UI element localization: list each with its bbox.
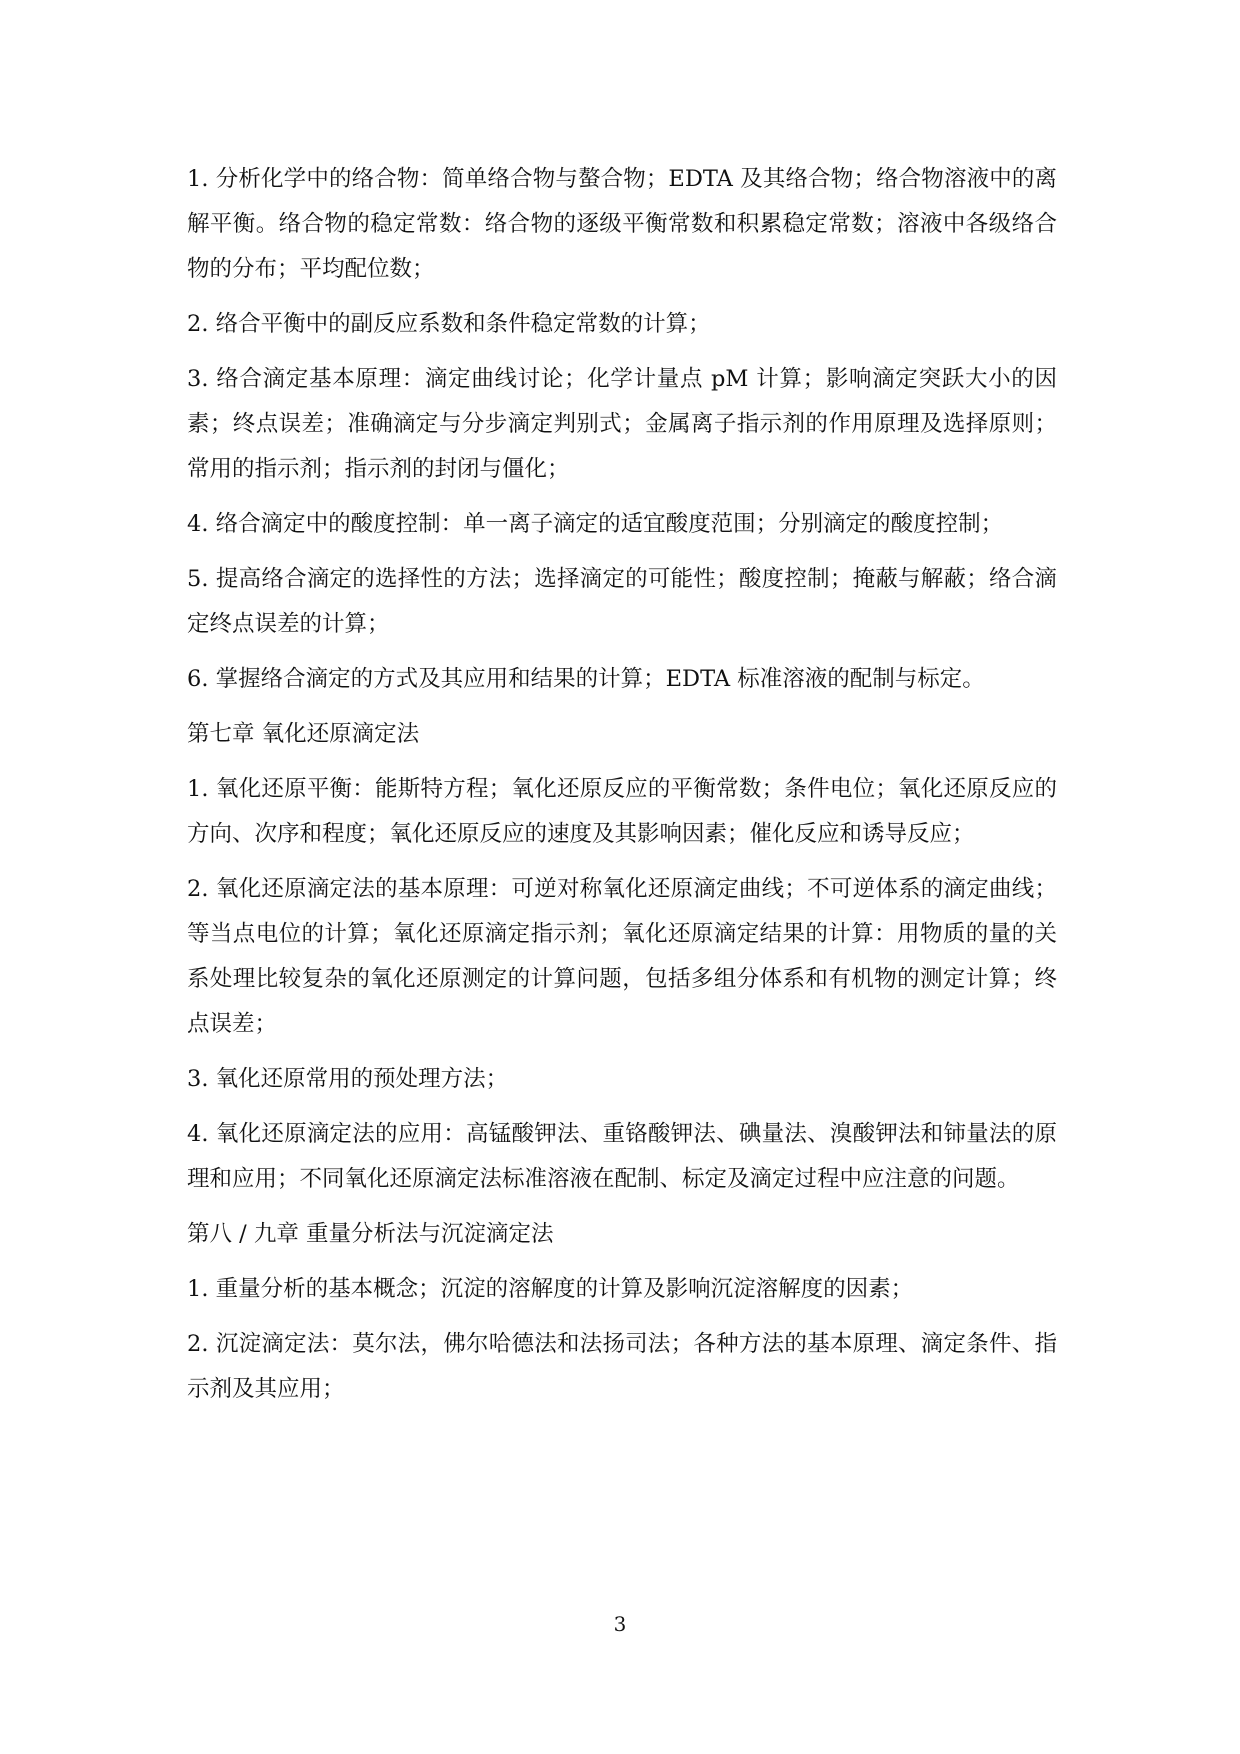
- item-6-2-side-reaction: 2. 络合平衡中的副反应系数和条件稳定常数的计算；: [187, 311, 711, 337]
- chapter-7-heading: 第七章 氧化还原滴定法: [187, 721, 420, 747]
- item-8-2-precipitation-titration: 2. 沉淀滴定法：莫尔法，佛尔哈德法和法扬司法；各种方法的基本原理、滴定条件、指示剂及其应用；: [187, 1331, 1057, 1402]
- item-6-5-selectivity: 5. 提高络合滴定的选择性的方法；选择滴定的可能性；酸度控制；掩蔽与解蔽；络合滴定终点误差的计算；: [187, 566, 1057, 637]
- item-8-1-gravimetric-concepts: 1. 重量分析的基本概念；沉淀的溶解度的计算及影响沉淀溶解度的因素；: [187, 1276, 914, 1302]
- item-7-2-redox-principle: 2. 氧化还原滴定法的基本原理：可逆对称氧化还原滴定曲线；不可逆体系的滴定曲线；等当点电位的计算；氧化还原滴定指示剂；氧化还原滴定结果的计算：用物质的量的关系处理比较复杂的氧化还原测定的计算问题，包括多组分体系和有机物的测定计算；终点误差；: [187, 876, 1057, 1037]
- chapter-8-9-heading: 第八 / 九章 重量分析法与沉淀滴定法: [187, 1221, 554, 1247]
- item-7-1-redox-equilibrium: 1. 氧化还原平衡：能斯特方程；氧化还原反应的平衡常数；条件电位；氧化还原反应的方向、次序和程度；氧化还原反应的速度及其影响因素；催化反应和诱导反应；: [187, 776, 1057, 847]
- item-7-3-pretreatment: 3. 氧化还原常用的预处理方法；: [187, 1066, 509, 1092]
- page-number: 3: [613, 1612, 627, 1636]
- item-6-4-acidity-control: 4. 络合滴定中的酸度控制：单一离子滴定的适宜酸度范围；分别滴定的酸度控制；: [187, 511, 1004, 537]
- item-6-6-edta-standard: 6. 掌握络合滴定的方式及其应用和结果的计算；EDTA 标准溶液的配制与标定。: [187, 666, 985, 692]
- item-6-1-complexes: 1. 分析化学中的络合物：简单络合物与螯合物；EDTA 及其络合物；络合物溶液中的离解平衡。络合物的稳定常数：络合物的逐级平衡常数和积累稳定常数；溶液中各级络合物的分布；平均配位数；: [187, 166, 1057, 282]
- item-6-3-titration-principle: 3. 络合滴定基本原理：滴定曲线讨论；化学计量点 pM 计算；影响滴定突跃大小的因素；终点误差；准确滴定与分步滴定判别式；金属离子指示剂的作用原理及选择原则；常用的指示剂；指示剂的封闭与僵化；: [187, 366, 1057, 482]
- item-7-4-applications: 4. 氧化还原滴定法的应用：高锰酸钾法、重铬酸钾法、碘量法、溴酸钾法和铈量法的原理和应用；不同氧化还原滴定法标准溶液在配制、标定及滴定过程中应注意的问题。: [187, 1121, 1057, 1192]
- document-body: [187, 157, 1057, 1422]
